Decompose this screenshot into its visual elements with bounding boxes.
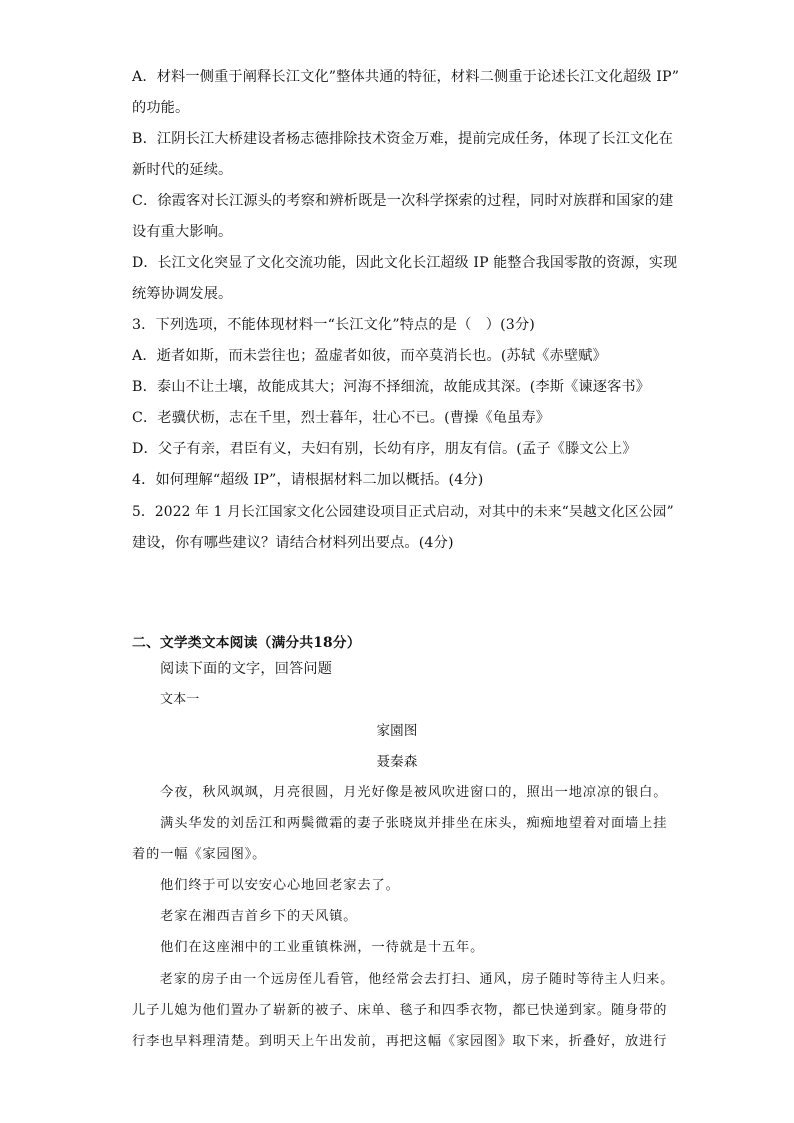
story-paragraph-line: 着的一幅《家园图》。 <box>132 847 267 862</box>
option-a-line-2: 的功能。 <box>132 100 190 116</box>
story-paragraph-line: 老家在湘西吉首乡下的天风镇。 <box>132 909 358 924</box>
reading-instruction: 阅读下面的文字，回答问题 <box>160 661 333 677</box>
question-3-stem: 3．下列选项，不能体现材料一“长江文化”特点的是（ ）(3分) <box>132 317 535 333</box>
option-a-line-1: A．材料一侧重于阐释长江文化”整体共通的特征，材料二侧重于论述长江文化超级 IP” <box>132 69 680 85</box>
story-paragraph-line: 行李也早料理清楚。到明天上午出发前，再把这幅《家园图》取下来，折叠好，放进行 <box>132 1034 668 1049</box>
story-paragraph-line: 儿子儿媳为他们置办了崭新的被子、床单、毯子和四季衣物，都已快递到家。随身带的 <box>132 1003 668 1018</box>
option-d-line-2: 统筹协调发展。 <box>132 286 233 302</box>
story-paragraph-line: 满头华发的刘岳江和两鬓微霜的妻子张晓岚并排坐在床头，痴痴地望着对面墙上挂 <box>132 816 668 831</box>
story-paragraph-line: 他们终于可以安安心心地回老家去了。 <box>132 878 400 893</box>
question-5-line-1: 5．2022 年 1 月长江国家文化公园建设项目正式启动，对其中的未来“吴越文化区公园” <box>132 504 674 520</box>
question-5-line-2: 建设，你有哪些建议？请结合材料列出要点。(4分) <box>132 535 454 551</box>
question-3-option-c: C．老骥伏枥，志在千里，烈士暮年，壮心不已。(曹操《龟虽寿》 <box>132 410 551 426</box>
story-author: 聂秦森 <box>376 754 418 770</box>
story-paragraph-line: 他们在这座湘中的工业重镇株洲，一待就是十五年。 <box>132 940 485 955</box>
story-paragraph-line: 今夜，秋风飒飒，月亮很圆，月光好像是被风吹进窗口的，照出一地凉凉的银白。 <box>132 785 668 800</box>
option-b-line-2: 新时代的延续。 <box>132 162 233 178</box>
option-c-line-2: 设有重大影响。 <box>132 224 233 240</box>
story-title: 家園图 <box>376 723 418 739</box>
section-heading: 二、文学类文本阅读（满分共18分） <box>132 635 361 651</box>
option-b-line-1: B．江阴长江大桥建设者杨志德排除技术资金万难，提前完成任务，体现了长江文化在 <box>132 131 674 147</box>
text-label: 文本一 <box>160 692 200 707</box>
question-3-option-b: B．泰山不让土壤，故能成其大；河海不择细流，故能成其深。(李斯《谏逐客书》 <box>132 379 651 395</box>
option-d-line-1: D．长江文化突显了文化交流功能，因此文化长江超级 IP 能整合我国零散的资源，实现 <box>132 255 678 271</box>
question-4: 4．如何理解“超级 IP”，请根据材料二加以概括。(4分) <box>132 472 484 488</box>
question-3-option-a: A．逝者如斯，而未尝往也；盈虚者如彼，而卒莫消长也。(苏轼《赤壁赋》 <box>132 348 607 364</box>
option-c-line-1: C．徐霞客对长江源头的考察和辨析既是一次科学探索的过程，同时对族群和国家的建 <box>132 193 674 209</box>
question-3-option-d: D．父子有亲，君臣有义，夫妇有别，长幼有序，朋友有信。(孟子《滕文公上》 <box>132 441 637 457</box>
story-paragraph-line: 老家的房子由一个远房侄儿看管，他经常会去打扫、通风，房子随时等待主人归来。 <box>132 972 675 987</box>
